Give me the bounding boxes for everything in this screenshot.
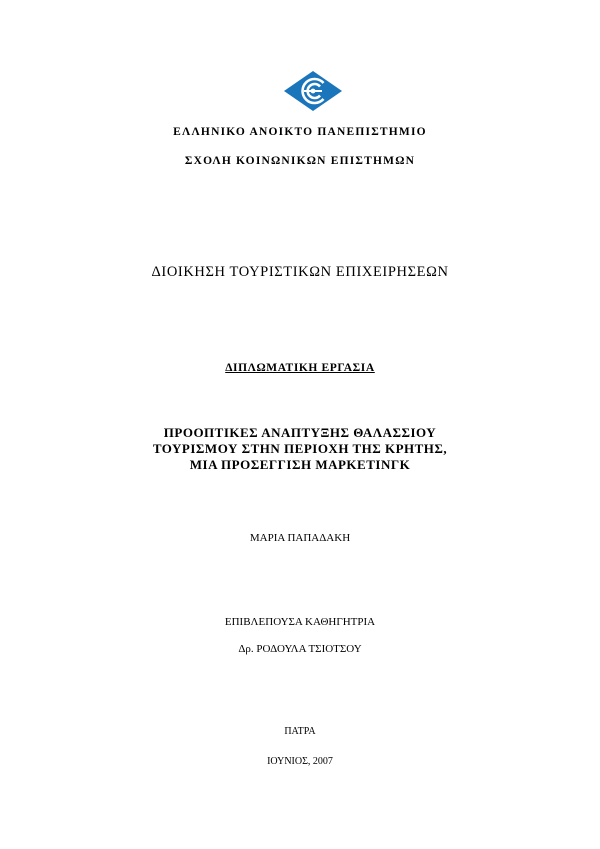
thesis-title-line: ΜΙΑ ΠΡΟΣΕΓΓΙΣΗ ΜΑΡΚΕΤΙΝΓΚ: [189, 457, 411, 472]
thesis-type: ΔΙΠΛΩΜΑΤΙΚΗ ΕΡΓΑΣΙΑ: [225, 362, 375, 374]
supervisor-name: Δρ. ΡΟΔΟΥΛΑ ΤΣΙΟΤΣΟΥ: [238, 643, 362, 655]
thesis-title-line: ΤΟΥΡΙΣΜΟΥ ΣΤΗΝ ΠΕΡΙΟΧΗ ΤΗΣ ΚΡΗΤΗΣ,: [152, 441, 448, 456]
department-name: ΔΙΟΙΚΗΣΗ ΤΟΥΡΙΣΤΙΚΩΝ ΕΠΙΧΕΙΡΗΣΕΩΝ: [151, 264, 449, 280]
university-logo-icon: [283, 70, 343, 112]
university-name: ΕΛΛΗΝΙΚΟ ΑΝΟΙΚΤΟ ΠΑΝΕΠΙΣΤΗΜΙΟ: [173, 126, 427, 138]
thesis-title: [0, 425, 600, 473]
date: ΙΟΥΝΙΟΣ, 2007: [267, 756, 333, 767]
author-name: ΜΑΡΙΑ ΠΑΠΑΔΑΚΗ: [249, 532, 351, 544]
school-name: ΣΧΟΛΗ ΚΟΙΝΩΝΙΚΩΝ ΕΠΙΣΤΗΜΩΝ: [184, 155, 416, 167]
supervisor-label: ΕΠΙΒΛΕΠΟΥΣΑ ΚΑΘΗΓΗΤΡΙΑ: [224, 616, 376, 628]
city: ΠΑΤΡΑ: [284, 726, 316, 737]
thesis-title-line: ΠΡΟΟΠΤΙΚΕΣ ΑΝΑΠΤΥΞΗΣ ΘΑΛΑΣΣΙΟΥ: [163, 425, 437, 440]
